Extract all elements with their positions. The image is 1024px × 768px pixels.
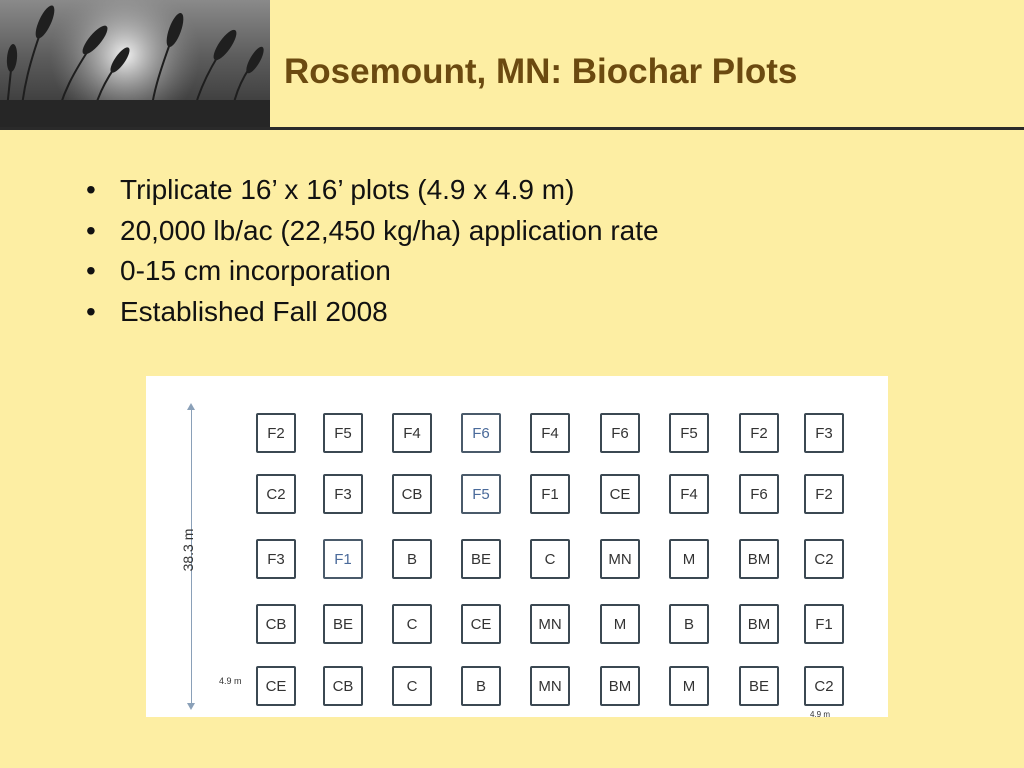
plot-cell: BE — [739, 666, 779, 706]
plot-cell: F3 — [323, 474, 363, 514]
plot-cell: M — [669, 539, 709, 579]
plot-cell: F6 — [461, 413, 501, 453]
arrow-down-icon — [187, 703, 195, 710]
plot-cell: C2 — [804, 539, 844, 579]
plot-cell: C — [530, 539, 570, 579]
bullet-item: • 0-15 cm incorporation — [86, 253, 659, 294]
plot-cell: F3 — [804, 413, 844, 453]
plot-cell: F4 — [392, 413, 432, 453]
plot-cell: F2 — [739, 413, 779, 453]
plot-cell: B — [392, 539, 432, 579]
bullet-item: • Triplicate 16’ x 16’ plots (4.9 x 4.9 m) — [86, 172, 659, 213]
plot-cell: F2 — [804, 474, 844, 514]
plot-cell: F6 — [600, 413, 640, 453]
plot-cell: B — [461, 666, 501, 706]
plot-cell: MN — [530, 666, 570, 706]
plot-cell: F6 — [739, 474, 779, 514]
plot-cell: BM — [600, 666, 640, 706]
plot-cell: BM — [739, 604, 779, 644]
height-label: 38.3 m — [180, 528, 196, 572]
plot-cell: F5 — [323, 413, 363, 453]
plot-cell: C — [392, 604, 432, 644]
plot-cell: M — [669, 666, 709, 706]
bullet-item: • Established Fall 2008 — [86, 294, 659, 335]
plot-cell: CB — [256, 604, 296, 644]
plot-cell: BE — [461, 539, 501, 579]
wheat-photo — [0, 0, 270, 128]
plot-cell: F4 — [530, 413, 570, 453]
plot-cell: F5 — [669, 413, 709, 453]
plot-cell: C2 — [804, 666, 844, 706]
plot-cell: C — [392, 666, 432, 706]
plot-cell: F2 — [256, 413, 296, 453]
plot-cell: CB — [392, 474, 432, 514]
plot-cell: F4 — [669, 474, 709, 514]
plot-cell: M — [600, 604, 640, 644]
plot-cell: CE — [461, 604, 501, 644]
arrow-up-icon — [187, 403, 195, 410]
plot-cell: CE — [256, 666, 296, 706]
plot-cell: MN — [600, 539, 640, 579]
plot-cell: CB — [323, 666, 363, 706]
plot-cell: MN — [530, 604, 570, 644]
bullet-item: • 20,000 lb/ac (22,450 kg/ha) application rate — [86, 213, 659, 254]
plot-cell: F1 — [804, 604, 844, 644]
plot-cell: F3 — [256, 539, 296, 579]
plot-cell: B — [669, 604, 709, 644]
plot-cell: CE — [600, 474, 640, 514]
header-divider — [0, 127, 1024, 130]
plot-cell: F5 — [461, 474, 501, 514]
width-label-bottom: 4.9 m — [810, 710, 831, 717]
plot-cell: BE — [323, 604, 363, 644]
slide-title: Rosemount, MN: Biochar Plots — [284, 52, 798, 91]
plot-layout-diagram — [146, 376, 888, 717]
plot-cell: BM — [739, 539, 779, 579]
width-label: 4.9 m — [219, 676, 242, 686]
plot-cell: C2 — [256, 474, 296, 514]
plot-cell: F1 — [323, 539, 363, 579]
plot-cell: F1 — [530, 474, 570, 514]
bullet-list — [86, 172, 659, 334]
